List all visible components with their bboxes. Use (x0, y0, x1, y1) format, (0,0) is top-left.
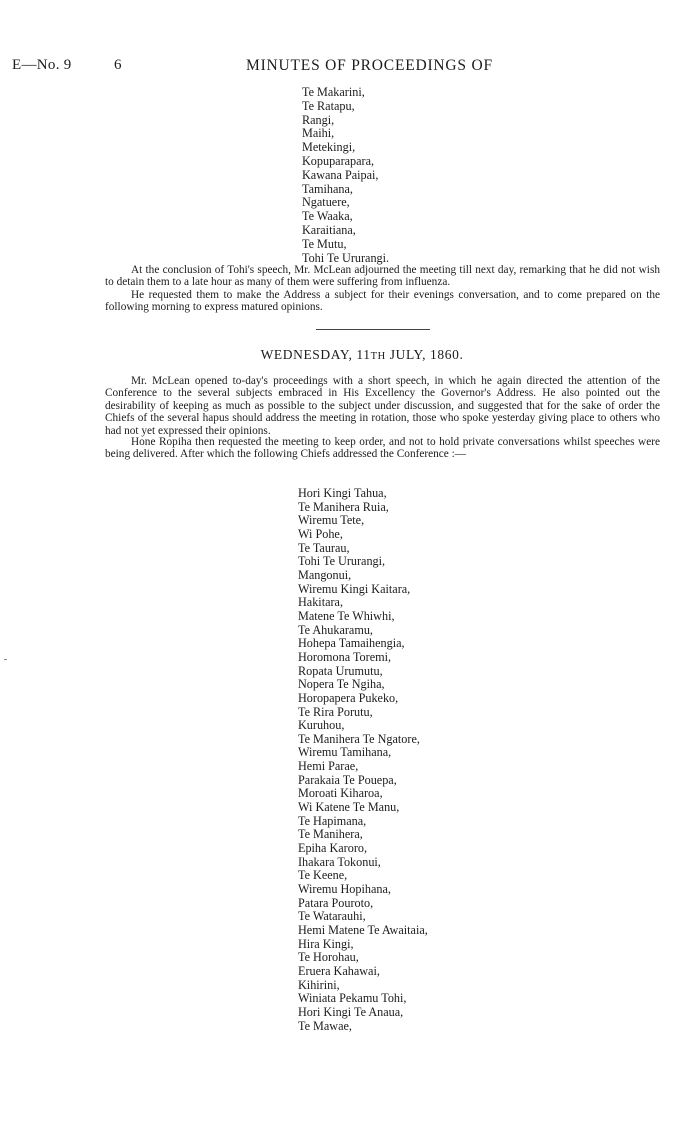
chief-name: Te Makarini, (302, 85, 365, 99)
chief-name: Metekingi, (302, 140, 356, 155)
chief-name: Matene Te Whiwhi, (298, 608, 395, 623)
document-reference: E—No. 9 (12, 57, 72, 73)
chiefs-list-second (298, 487, 428, 1033)
chief-name: Hemi Matene Te Awaitaia, (298, 923, 428, 937)
chief-name: Hori Kingi Tahua, (298, 486, 387, 500)
chief-name: Te Taurau, (298, 540, 350, 555)
chief-name: Horomona Toremi, (298, 649, 392, 664)
chief-name: Parakaia Te Pouepa, (298, 772, 397, 787)
paragraph-text: He requested them to make the Address a subject for their evenings conversation, and to come prepared on the following morning to express matured opinions. (105, 289, 660, 314)
chief-name: Te Ahukaramu, (298, 622, 373, 637)
chief-name: Nopera Te Ngiha, (298, 677, 385, 692)
chief-name: Karaitiana, (302, 222, 356, 237)
chief-name: Eruera Kahawai, (298, 963, 380, 978)
chief-name: Mangonui, (298, 567, 352, 582)
chief-name: Ihakara Tokonui, (298, 854, 381, 869)
chief-name: Te Manihera, (298, 827, 363, 842)
chief-name: Wi Katene Te Manu, (298, 800, 400, 815)
paragraph-adjournment (105, 264, 660, 289)
chief-name: Te Manihera Te Ngatore, (298, 731, 420, 746)
page-header (0, 57, 700, 77)
chief-name: Hemi Parae, (298, 759, 359, 774)
chief-name: Tamihana, (302, 181, 353, 196)
chief-name: Kopuparapara, (302, 153, 375, 168)
paragraph-request (105, 289, 660, 314)
chief-name: Kuruhou, (298, 718, 345, 733)
chief-name: Te Keene, (298, 868, 348, 883)
paragraph-text: At the conclusion of Tohi's speech, Mr. McLean adjourned the meeting till next day, remarking that he did not wish to detain them to a late hour as many of them were suffering from influenza. (105, 264, 660, 289)
chief-name: Tohi Te Ururangi, (298, 554, 386, 569)
chief-name: Epiha Karoro, (298, 841, 368, 856)
chief-name: Te Mutu, (302, 236, 347, 251)
date-heading-prefix: WEDNESDAY, 11 (260, 347, 371, 362)
chief-name: Te Mawae, (298, 1018, 352, 1033)
chief-name: Winiata Pekamu Tohi, (298, 991, 407, 1006)
chief-name: Hira Kingi, (298, 936, 354, 951)
chief-name: Maihi, (302, 126, 335, 141)
paragraph-order (105, 436, 660, 461)
chiefs-list-first (302, 86, 389, 265)
chief-name: Te Rira Porutu, (298, 704, 373, 719)
chief-name: Te Waaka, (302, 209, 353, 224)
chief-name: Wiremu Tamihana, (298, 745, 392, 760)
date-heading-rest: JULY, 1860. (385, 347, 464, 362)
chief-name: Te Watarauhi, (298, 909, 366, 924)
section-divider (316, 329, 430, 330)
chief-name: Te Ratapu, (302, 98, 355, 113)
running-title: MINUTES OF PROCEEDINGS OF (246, 57, 493, 74)
chief-name: Wi Pohe, (298, 526, 343, 541)
chief-name: Ngatuere, (302, 195, 350, 210)
paragraph-text: Mr. McLean opened to-day's proceedings with a short speech, in which he again directed the attention of the Conference to the several subjects embraced in His Excellency the Governor's Address. He also pointed out the desirability of keeping as much as possible to the subject under discussion, and suggested that for the sake of order the Chiefs of the several hapus should address the meeting in rotation, those who spoke yesterday giving place to others who had not yet expressed their opinions. (105, 375, 660, 437)
chief-name: Wiremu Tete, (298, 513, 365, 528)
chief-name: Hakitara, (298, 595, 344, 610)
date-heading-ordinal: TH (370, 351, 386, 362)
page-number: 6 (114, 57, 122, 73)
chief-name: Tohi Te Ururangi. (302, 250, 390, 265)
chief-name: Horopapera Pukeko, (298, 690, 399, 705)
chief-name: Moroati Kiharoa, (298, 786, 383, 801)
chief-name: Te Hapimana, (298, 813, 367, 828)
chief-name: Rangi, (302, 112, 335, 127)
chief-name: Wiremu Hopihana, (298, 882, 391, 897)
chief-name: Kawana Paipai, (302, 167, 379, 182)
paragraph-opening (105, 375, 660, 437)
chief-name: Ropata Urumutu, (298, 663, 383, 678)
chief-name: Wiremu Kingi Kaitara, (298, 581, 411, 596)
chief-name: Kihirini, (298, 977, 340, 992)
date-heading (0, 347, 700, 363)
margin-mark (4, 659, 7, 660)
chief-name: Hori Kingi Te Anaua, (298, 1004, 404, 1019)
chief-name: Hohepa Tamaihengia, (298, 636, 405, 651)
paragraph-text: Hone Ropiha then requested the meeting to keep order, and not to hold private conversations whilst speeches were being delivered. After which the following Chiefs addressed the Conference :— (105, 436, 660, 461)
chief-name: Te Horohau, (298, 950, 359, 965)
chief-name: Patara Pouroto, (298, 895, 374, 910)
chief-name: Te Manihera Ruia, (298, 499, 389, 514)
